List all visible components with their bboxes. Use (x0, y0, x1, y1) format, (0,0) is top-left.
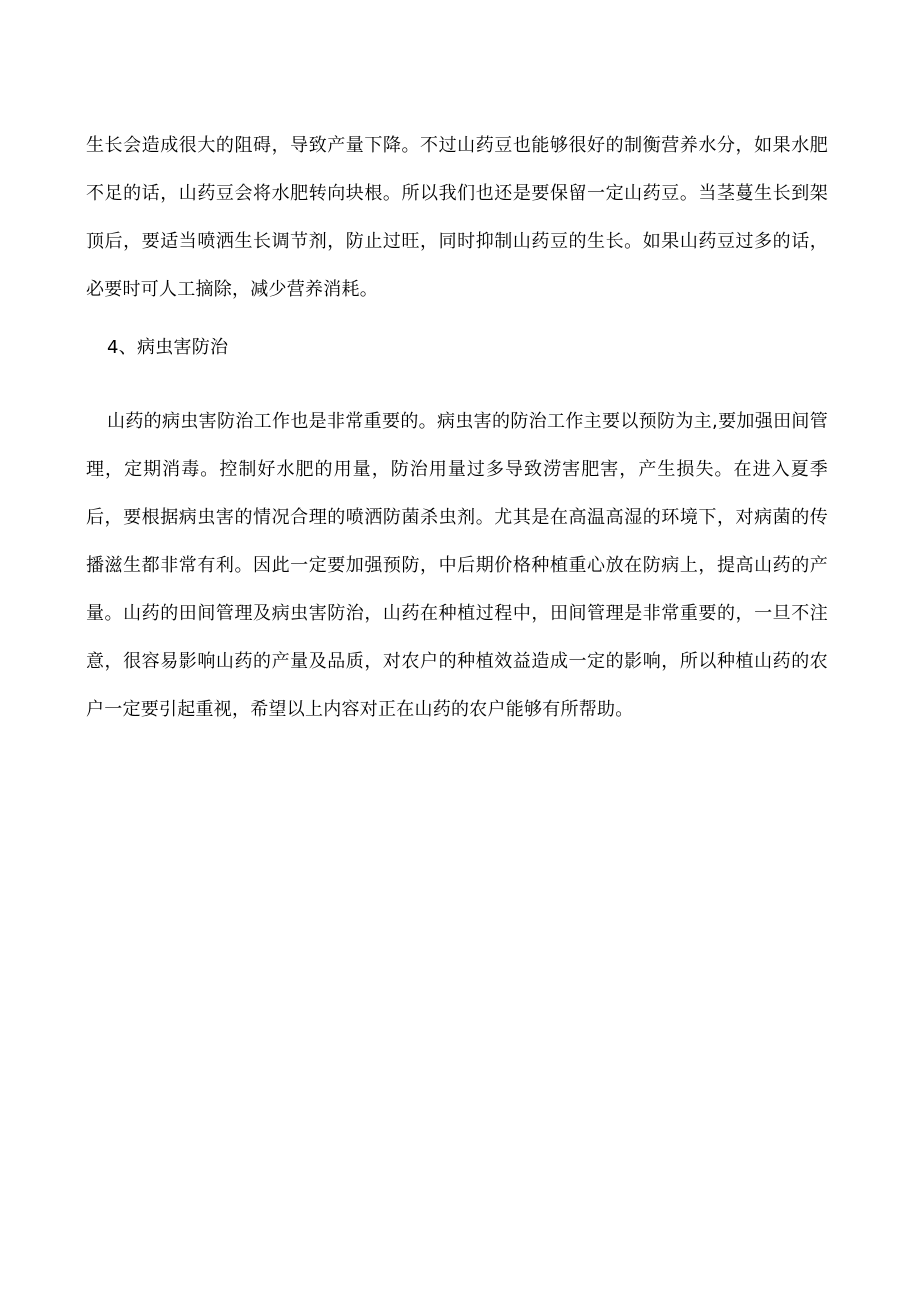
body-paragraph-pest-control: 山药的病虫害防治工作也是非常重要的。病虫害的防治工作主要以预防为主,要加强田间管理，定期消毒。控制好水肥的用量，防治用量过多导致涝害肥害，产生损失。在进入夏季后，要根据病虫害的情况合理的喷洒防菌杀虫剂。尤其是在高温高湿的环境下，对病菌的传播滋生都非常有利。因此一定要加强预防，中后期价格种植重心放在防病上，提高山药的产量。山药的田间管理及病虫害防治，山药在种植过程中，田间管理是非常重要的，一旦不注意，很容易影响山药的产量及品质，对农户的种植效益造成一定的影响，所以种植山药的农户一定要引起重视，希望以上内容对正在山药的农户能够有所帮助。 (86, 411, 828, 720)
body-paragraph-growth: 生长会造成很大的阻碍，导致产量下降。不过山药豆也能够很好的制衡营养水分，如果水肥不足的话，山药豆会将水肥转向块根。所以我们也还是要保留一定山药豆。当茎蔓生长到架顶后，要适当喷洒生长调节剂，防止过旺，同时抑制山药豆的生长。如果山药豆过多的话，必要时可人工摘除，减少营养消耗。 (86, 135, 828, 300)
section-heading-pest-control: 4、病虫害防治 (107, 337, 229, 358)
